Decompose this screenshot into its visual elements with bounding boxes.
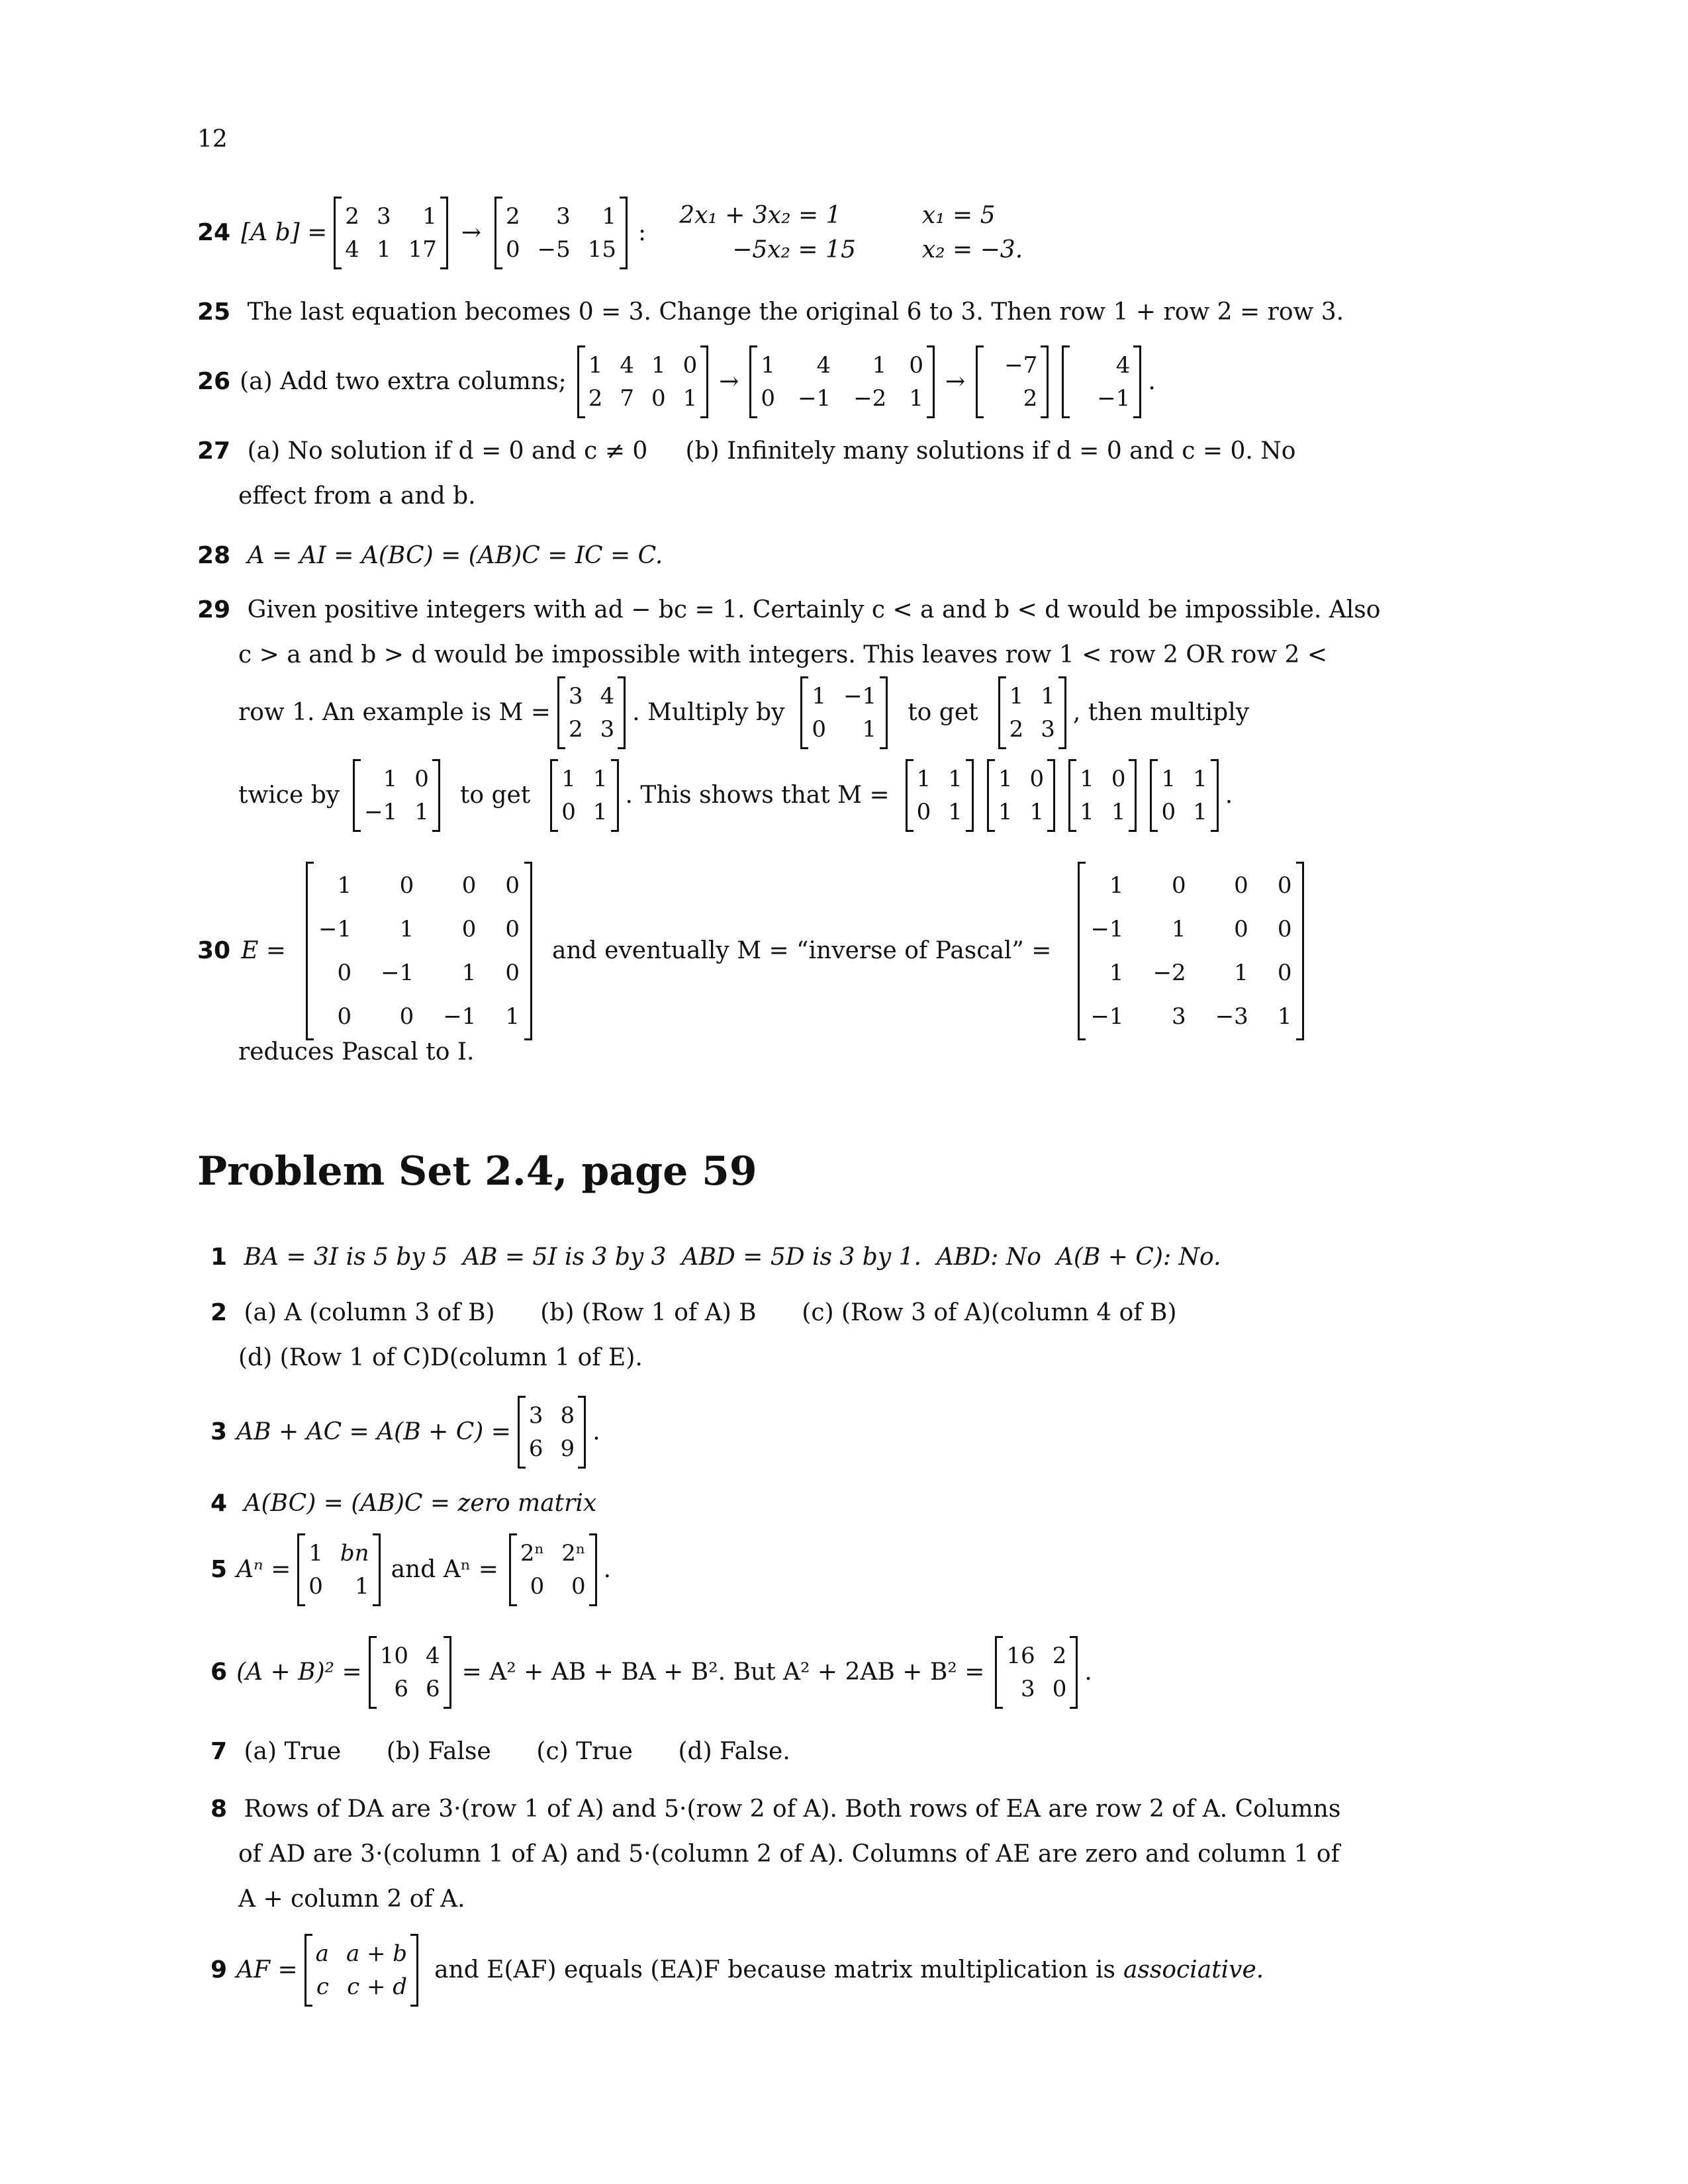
answer-text: = A² + AB + BA + B². But A² + 2AB + B² = xyxy=(461,1659,985,1686)
problem-25 xyxy=(197,298,1344,327)
matrix-entry: −5 xyxy=(537,236,571,263)
matrix-entry: 0 xyxy=(1277,960,1292,986)
matrix-entry: c xyxy=(316,1974,329,2000)
matrix-entry: 0 xyxy=(1161,799,1176,825)
matrix-entry: −1 xyxy=(318,916,352,942)
matrix-entry: 1 xyxy=(862,716,877,743)
matrix-entry: a xyxy=(315,1940,329,1967)
answer-text: The last equation becomes 0 = 3. Change the original 6 to 3. Then row 1 + row 2 = row 3. xyxy=(247,298,1344,326)
matrix xyxy=(998,678,1066,747)
matrix-entry: −2 xyxy=(853,385,887,412)
item-number: 8 xyxy=(211,1796,228,1823)
matrix-entry: 1 xyxy=(761,352,776,379)
matrix-entry: 0 xyxy=(651,385,666,412)
answer-text: . This shows that M = xyxy=(625,782,890,809)
answer-text: (A + B)² = xyxy=(236,1659,362,1686)
period: . xyxy=(603,1556,612,1583)
matrix-entry: 0 xyxy=(530,1573,545,1600)
matrix-entry: 1 xyxy=(948,766,962,792)
problem-number: 26 xyxy=(197,368,231,395)
problem-27 xyxy=(197,437,1295,466)
matrix-entry: 4 xyxy=(1115,352,1131,379)
matrix-entry: 0 xyxy=(1029,766,1045,792)
matrix-entry: 1 xyxy=(422,203,437,230)
matrix-entry: −1 xyxy=(381,960,414,986)
matrix-entry: 8 xyxy=(560,1402,575,1429)
item-6 xyxy=(211,1638,1092,1707)
answer-text: (a) A (column 3 of B) (b) (Row 1 of A) B (c) (Row 3 of A)(column 4 of B) xyxy=(244,1299,1177,1326)
matrix-entry: 16 xyxy=(1006,1643,1035,1669)
matrix-entry: 3 xyxy=(1172,1003,1186,1030)
matrix-entry: 15 xyxy=(587,236,617,263)
matrix-entry: 0 xyxy=(505,960,520,986)
matrix xyxy=(509,1535,597,1604)
matrix-entry: 1 xyxy=(1111,799,1126,825)
problem-28 xyxy=(197,541,663,570)
matrix-entry: 1 xyxy=(1277,1003,1292,1030)
matrix-entry: 0 xyxy=(1277,872,1292,899)
answer-text: and eventually M = “inverse of Pascal” = xyxy=(552,937,1052,964)
matrix-entry: 2 xyxy=(1052,1643,1067,1669)
matrix-entry: 0 xyxy=(1234,872,1248,899)
item-7 xyxy=(211,1737,790,1766)
matrix-label: E = xyxy=(241,937,286,964)
matrix xyxy=(577,347,709,416)
item-number: 2 xyxy=(211,1299,228,1326)
item-9 xyxy=(211,1936,1264,2005)
equation-system xyxy=(679,201,1023,265)
matrix xyxy=(976,347,1049,416)
matrix-entry: 0 xyxy=(1052,1676,1067,1702)
answer-text: , then multiply xyxy=(1072,699,1250,726)
matrix-entry: −1 xyxy=(798,385,831,412)
matrix-entry: 1 xyxy=(561,766,576,792)
matrix xyxy=(1150,761,1218,830)
matrix-entry: 3 xyxy=(568,683,583,709)
answer-text: Aⁿ = xyxy=(236,1556,291,1583)
matrix-entry: 1 xyxy=(1041,683,1055,709)
matrix-entry: 0 xyxy=(1172,872,1186,899)
matrix-entry: 4 xyxy=(345,236,359,263)
matrix-entry: 1 xyxy=(592,799,608,825)
problem-number: 24 xyxy=(197,219,231,246)
answer-text: BA = 3I is 5 by 5 AB = 5I is 3 by 3 ABD = 5D is 3 by 1. ABD: No A(B + C): No. xyxy=(244,1244,1221,1271)
matrix-entry: 0 xyxy=(505,916,520,942)
matrix-entry: 1 xyxy=(1080,799,1094,825)
matrix-entry: 2 xyxy=(568,716,583,743)
problem-26 xyxy=(197,347,1156,416)
matrix-entry: 1 xyxy=(916,766,931,792)
matrix-entry: bn xyxy=(340,1540,369,1567)
matrix-entry: 2 xyxy=(506,203,520,230)
matrix-entry: 0 xyxy=(1277,916,1292,942)
item-number: 3 xyxy=(211,1418,228,1445)
matrix-entry: −1 xyxy=(843,683,877,709)
item-number: 6 xyxy=(211,1659,228,1686)
matrix-entry: −3 xyxy=(1215,1003,1248,1030)
matrix-entry: 1 xyxy=(337,872,352,899)
matrix xyxy=(800,678,888,747)
answer-text: to get xyxy=(459,782,531,809)
matrix-entry: 0 xyxy=(414,766,429,792)
matrix-entry: 2ⁿ xyxy=(561,1540,586,1567)
matrix xyxy=(1078,864,1304,1038)
matrix-entry: 1 xyxy=(872,352,887,379)
matrix-entry: 0 xyxy=(461,872,477,899)
matrix xyxy=(1068,761,1137,830)
solution: x₁ = 5 xyxy=(921,202,996,229)
matrix-entry: 6 xyxy=(425,1676,440,1702)
matrix-entry: −1 xyxy=(1090,916,1124,942)
problem-number: 28 xyxy=(197,542,231,569)
matrix-entry: −2 xyxy=(1152,960,1186,986)
answer-text: Rows of DA are 3·(row 1 of A) and 5·(row 2 of A). Both rows of EA are row 2 of A. Columns xyxy=(244,1796,1341,1823)
matrix-entry: 3 xyxy=(556,203,571,230)
problem-29 xyxy=(197,596,1380,625)
matrix-entry: 0 xyxy=(308,1573,323,1600)
matrix-entry: 1 xyxy=(1161,766,1176,792)
matrix-entry: 3 xyxy=(376,203,391,230)
solution: x₂ = −3. xyxy=(921,236,1023,263)
matrix-entry: 9 xyxy=(560,1435,575,1462)
answer-text: Given positive integers with ad − bc = 1. Certainly c < a and b < d would be impossible. Also xyxy=(247,596,1381,623)
matrix-entry: c + d xyxy=(347,1974,408,2000)
problem-number: 27 xyxy=(197,437,231,465)
matrix-entry: 1 xyxy=(651,352,666,379)
answer-text: and Aⁿ = xyxy=(391,1556,498,1583)
item-1 xyxy=(211,1243,1221,1272)
matrix xyxy=(334,199,448,267)
matrix-entry: 1 xyxy=(588,352,603,379)
matrix-entry: 2 xyxy=(1009,716,1024,743)
matrix xyxy=(369,1638,451,1707)
matrix xyxy=(749,347,935,416)
matrix-entry: 1 xyxy=(682,385,698,412)
matrix-entry: 2ⁿ xyxy=(520,1540,545,1567)
matrix-entry: 3 xyxy=(1021,1676,1035,1702)
item-number: 9 xyxy=(211,1956,228,1983)
answer-text: row 1. An example is M = xyxy=(238,699,551,726)
arrow-icon: → xyxy=(945,368,966,395)
matrix-entry: 1 xyxy=(1193,799,1207,825)
item-8-line3: A + column 2 of A. xyxy=(238,1886,465,1913)
matrix-entry: 0 xyxy=(337,960,352,986)
matrix-entry: 1 xyxy=(1109,872,1124,899)
matrix-entry: 0 xyxy=(1111,766,1126,792)
problem-30 xyxy=(197,864,1311,1038)
answer-text: (a) No solution if d = 0 and c ≠ 0 (b) Infinitely many solutions if d = 0 and c = 0. No xyxy=(247,437,1296,465)
matrix-entry: 1 xyxy=(602,203,617,230)
matrix-entry: 1 xyxy=(376,236,391,263)
matrix-entry: 0 xyxy=(571,1573,586,1600)
item-number: 7 xyxy=(211,1738,228,1765)
problem-30-note: reduces Pascal to I. xyxy=(238,1038,475,1066)
matrix-entry: 1 xyxy=(383,766,398,792)
matrix-entry: 0 xyxy=(337,1003,352,1030)
matrix-entry: a + b xyxy=(346,1940,408,1967)
problem-29-line2: c > a and b > d would be impossible with integers. This leaves row 1 < row 2 OR row 2 < xyxy=(238,641,1328,668)
matrix xyxy=(987,761,1055,830)
matrix-entry: 0 xyxy=(812,716,827,743)
matrix-entry: 1 xyxy=(461,960,477,986)
equation: −5x₂ = 15 xyxy=(732,236,856,263)
matrix-entry: 1 xyxy=(1234,960,1248,986)
matrix xyxy=(906,761,974,830)
matrix-entry: 7 xyxy=(620,385,634,412)
matrix-entry: 1 xyxy=(948,799,962,825)
problem-number: 30 xyxy=(197,937,231,964)
answer-text: AB + AC = A(B + C) = xyxy=(236,1418,511,1445)
matrix-entry: −1 xyxy=(443,1003,477,1030)
matrix xyxy=(353,761,440,830)
matrix-entry: 1 xyxy=(592,766,608,792)
problem-24 xyxy=(197,199,1023,267)
matrix-entry: 0 xyxy=(399,872,414,899)
period: . xyxy=(1148,368,1156,395)
matrix-entry: 0 xyxy=(399,1003,414,1030)
problem-29-line3 xyxy=(238,678,1249,747)
matrix-entry: 4 xyxy=(425,1643,440,1669)
matrix-entry: 4 xyxy=(620,352,634,379)
matrix xyxy=(550,761,618,830)
matrix-entry: 0 xyxy=(761,385,776,412)
matrix-entry: 1 xyxy=(909,385,923,412)
matrix xyxy=(306,864,532,1038)
matrix-entry: 1 xyxy=(812,683,827,709)
answer-text: and E(AF) equals (EA)F because matrix multiplication is xyxy=(434,1956,1115,1983)
matrix-entry: 0 xyxy=(461,916,477,942)
matrix-entry: 6 xyxy=(528,1435,543,1462)
matrix-entry: 1 xyxy=(505,1003,520,1030)
answer-text: A = AI = A(BC) = (AB)C = IC = C. xyxy=(247,542,663,569)
answer-text: (a) True (b) False (c) True (d) False. xyxy=(244,1738,790,1765)
matrix-entry: 3 xyxy=(528,1402,543,1429)
section-heading: Problem Set 2.4, page 59 xyxy=(197,1148,757,1195)
answer-text: to get xyxy=(908,699,978,726)
matrix-entry: 1 xyxy=(1029,799,1045,825)
equation: 2x₁ + 3x₂ = 1 xyxy=(679,202,841,229)
item-5 xyxy=(211,1535,611,1604)
answer-text: A(BC) = (AB)C = zero matrix xyxy=(244,1490,597,1517)
matrix-entry: 1 xyxy=(1009,683,1024,709)
answer-text: (a) Add two extra columns; xyxy=(240,368,567,395)
item-number: 1 xyxy=(211,1244,228,1271)
matrix-entry: 6 xyxy=(394,1676,408,1702)
matrix-entry: 10 xyxy=(379,1643,408,1669)
matrix-entry: 1 xyxy=(308,1540,323,1567)
matrix-entry: 1 xyxy=(414,799,429,825)
page-number: 12 xyxy=(197,126,228,153)
matrix-entry: 17 xyxy=(408,236,437,263)
emphasis-text: associative. xyxy=(1123,1956,1264,1983)
matrix xyxy=(557,678,626,747)
matrix-entry: 1 xyxy=(1172,916,1186,942)
matrix-entry: 2 xyxy=(345,203,359,230)
item-2-line2: (d) (Row 1 of C)D(column 1 of E). xyxy=(238,1344,643,1371)
answer-text: . Multiply by xyxy=(632,699,785,726)
colon: : xyxy=(638,219,647,246)
problem-27-line2: effect from a and b. xyxy=(238,482,476,510)
item-3 xyxy=(211,1398,600,1467)
matrix xyxy=(518,1398,586,1467)
matrix-entry: 1 xyxy=(1080,766,1094,792)
matrix-entry: −1 xyxy=(364,799,398,825)
item-number: 5 xyxy=(211,1556,228,1583)
period: . xyxy=(592,1418,600,1445)
matrix-entry: 0 xyxy=(916,799,931,825)
answer-text: twice by xyxy=(238,782,340,809)
matrix-entry: 0 xyxy=(1234,916,1248,942)
item-2 xyxy=(211,1298,1177,1328)
item-number: 4 xyxy=(211,1490,228,1517)
matrix-entry: 1 xyxy=(1193,766,1207,792)
matrix-entry: 4 xyxy=(816,352,831,379)
matrix-entry: 0 xyxy=(909,352,923,379)
problem-number: 29 xyxy=(197,596,231,623)
matrix-entry: 3 xyxy=(1041,716,1055,743)
matrix-entry: 0 xyxy=(682,352,698,379)
matrix-entry: −1 xyxy=(1090,1003,1124,1030)
matrix xyxy=(297,1535,380,1604)
arrow-icon: → xyxy=(461,219,482,246)
answer-text: AF = xyxy=(236,1956,298,1983)
matrix-entry: 1 xyxy=(1109,960,1124,986)
matrix-entry: 1 xyxy=(399,916,414,942)
matrix xyxy=(1062,347,1141,416)
matrix-entry: 1 xyxy=(998,799,1013,825)
matrix-entry: 4 xyxy=(600,683,615,709)
augmented-label: [A b] = xyxy=(241,219,328,246)
matrix xyxy=(995,1638,1078,1707)
matrix-entry: 2 xyxy=(588,385,603,412)
problem-29-line4 xyxy=(238,761,1233,830)
item-4 xyxy=(211,1489,596,1518)
matrix-entry: −1 xyxy=(1097,385,1131,412)
matrix-entry: 0 xyxy=(505,872,520,899)
matrix-entry: 3 xyxy=(600,716,615,743)
period: . xyxy=(1084,1659,1092,1686)
matrix xyxy=(305,1936,418,2005)
matrix-entry: −7 xyxy=(1004,352,1038,379)
problem-number: 25 xyxy=(197,298,231,326)
item-8 xyxy=(211,1795,1340,1824)
item-8-line2: of AD are 3·(column 1 of A) and 5·(column 2 of A). Columns of AE are zero and column 1 of xyxy=(238,1841,1340,1868)
matrix-entry: 2 xyxy=(1023,385,1038,412)
matrix xyxy=(494,199,628,267)
matrix-entry: 0 xyxy=(561,799,576,825)
matrix-entry: 0 xyxy=(506,236,520,263)
matrix-entry: 1 xyxy=(354,1573,369,1600)
matrix-entry: 1 xyxy=(998,766,1013,792)
arrow-icon: → xyxy=(719,368,739,395)
period: . xyxy=(1225,782,1233,809)
